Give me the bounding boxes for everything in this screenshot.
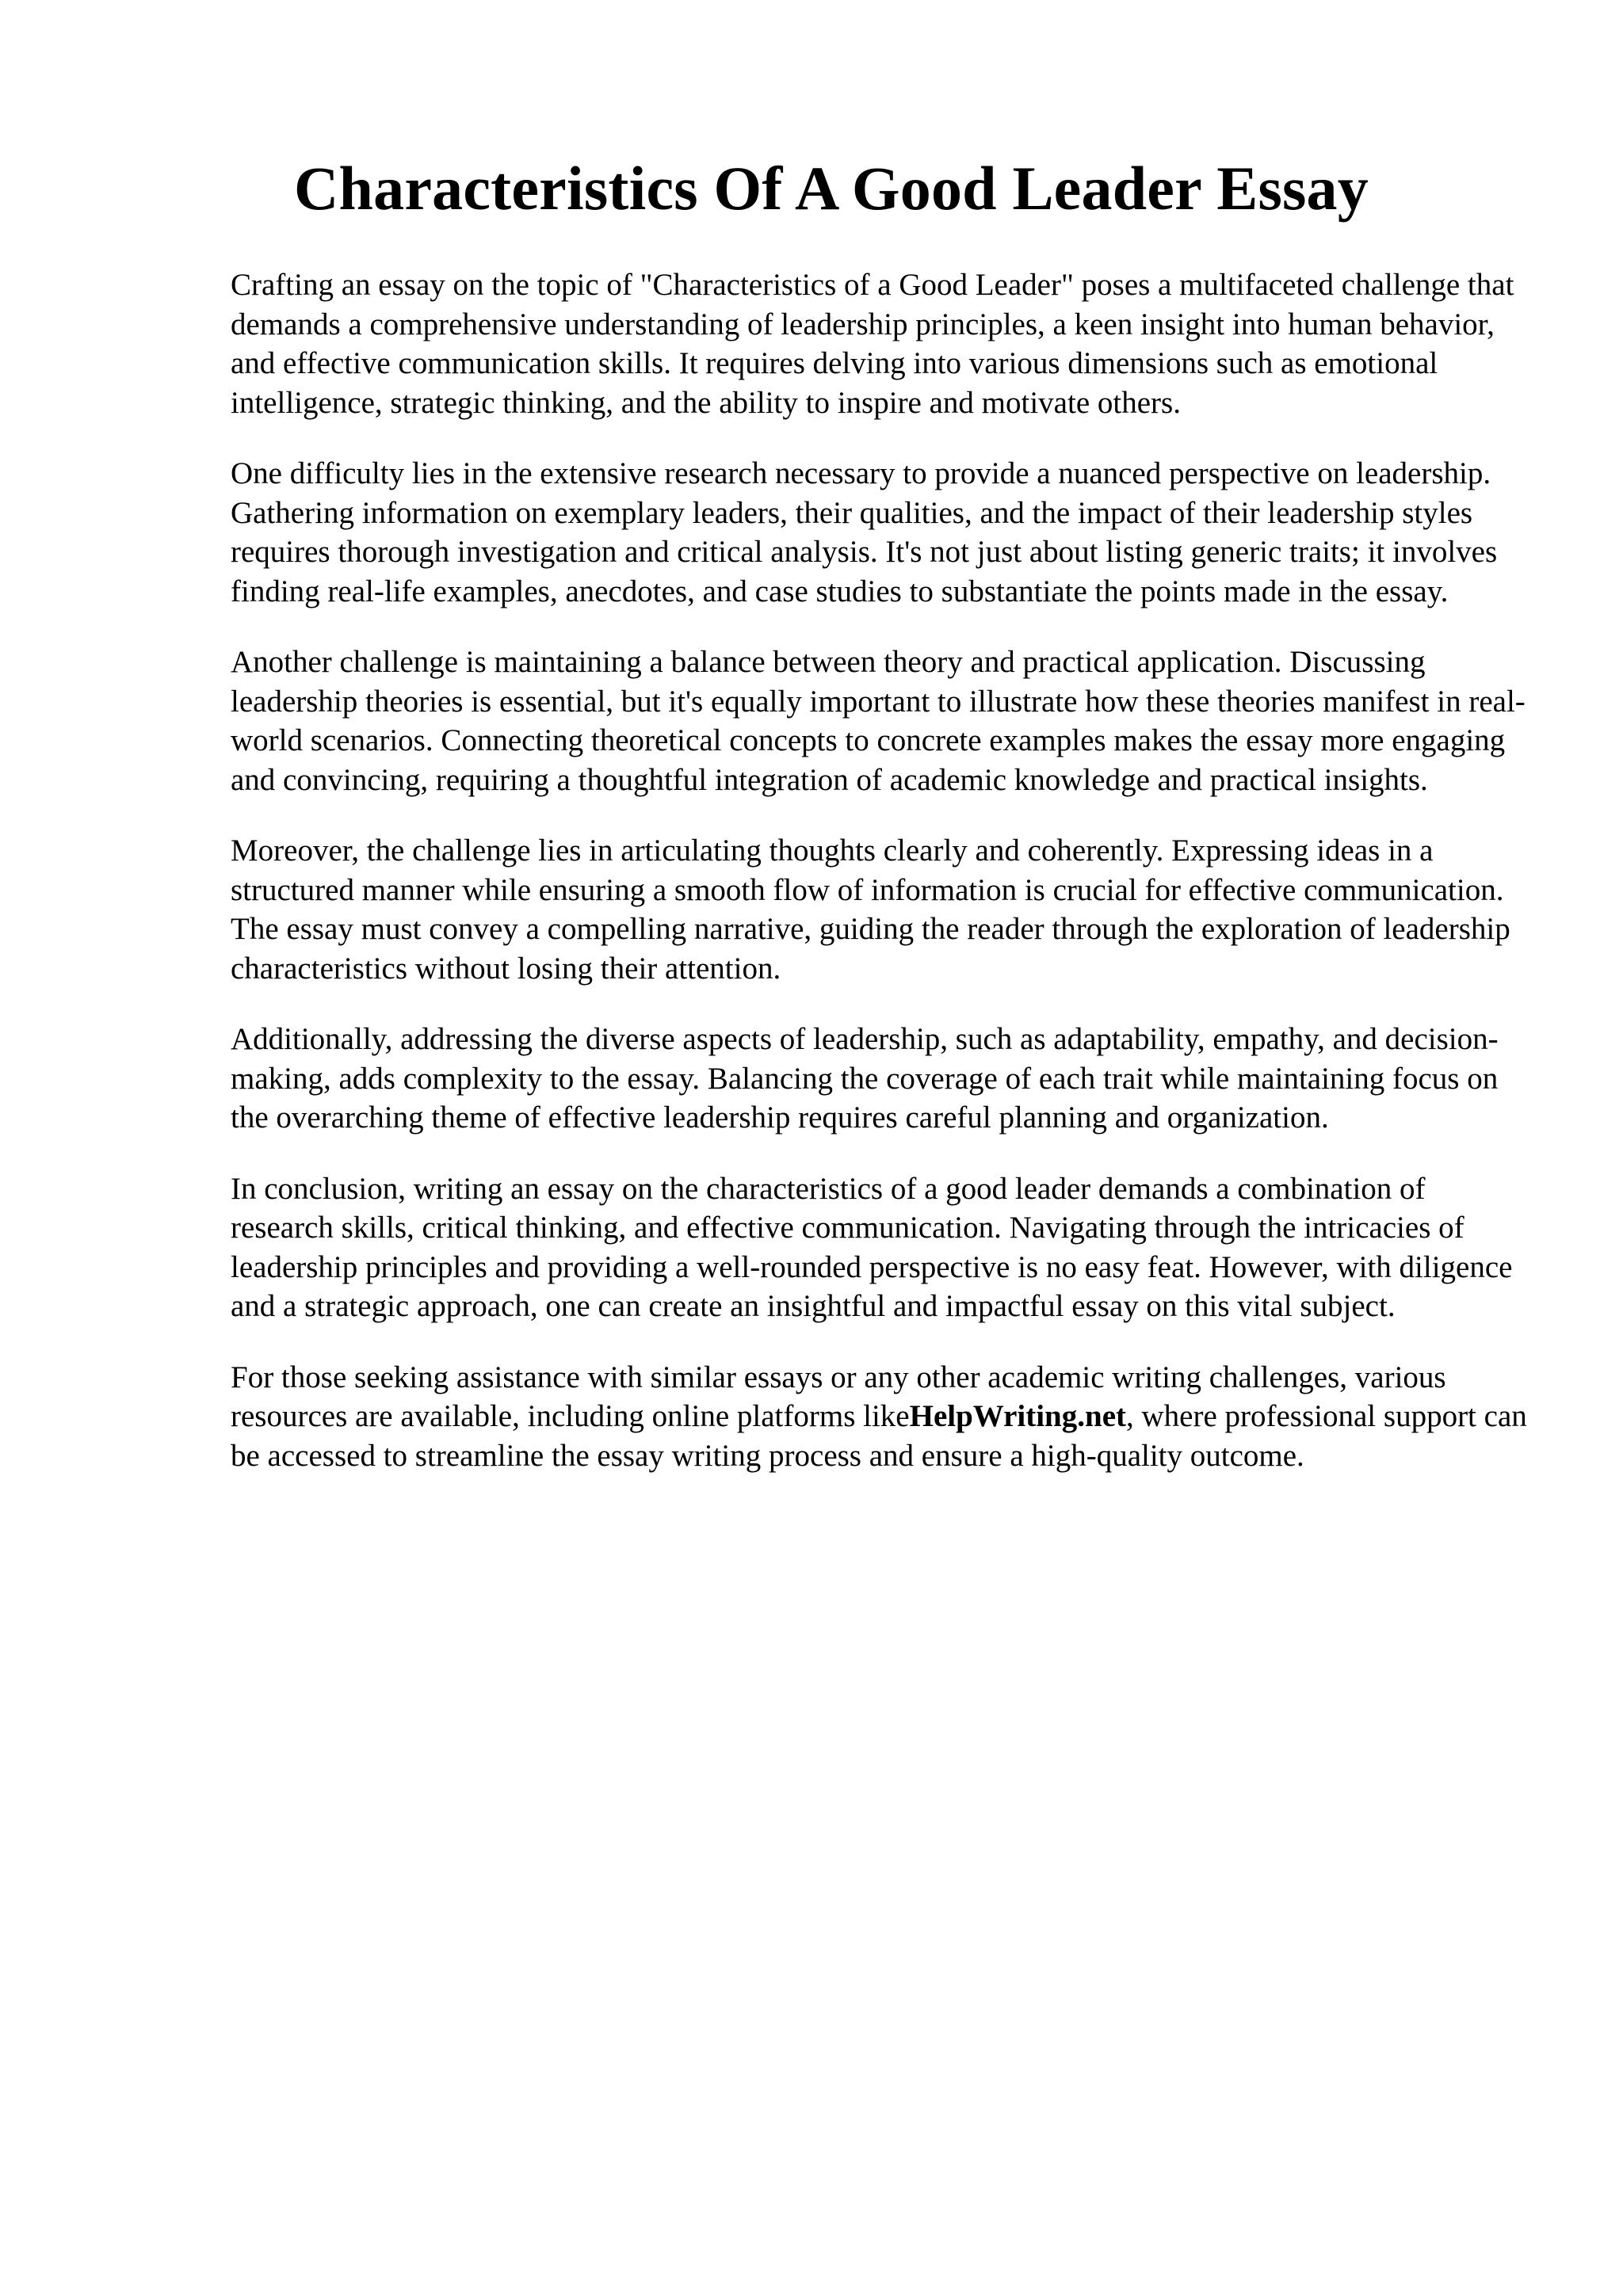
paragraph-articulation: Moreover, the challenge lies in articulating thoughts clearly and coherently. Expressing ideas in a structured manner while ensuring a smooth flow of information is crucial for effective communication. The essay must convey a compelling narrative, guiding the reader through the exploration of leadership characteristics without losing their attention. bbox=[231, 833, 1510, 986]
paragraph-intro: Crafting an essay on the topic of "Characteristics of a Good Leader" poses a multifaceted challenge that demands a comprehensive understanding of leadership principles, a keen insight into human behavior, and effective communication skills. It requires delving into various dimensions such as emotional intelligence, strategic thinking, and the ability to inspire and motivate others. bbox=[231, 268, 1514, 420]
helpwriting-link[interactable]: HelpWriting.net bbox=[909, 1399, 1126, 1433]
paragraph-conclusion: In conclusion, writing an essay on the characteristics of a good leader demands a combination of research skills, critical thinking, and effective communication. Navigating through the intricacies of leadership principles and providing a well-rounded perspective is no easy feat. However, with diligence and a strategic approach, one can create an insightful and impactful essay on this vital subject. bbox=[231, 1171, 1513, 1323]
document-body bbox=[231, 265, 1530, 1507]
paragraph-theory-practice: Another challenge is maintaining a balance between theory and practical application. Discussing leadership theories is essential, but it's equally important to illustrate how these theories manifest in real-world scenarios. Connecting theoretical concepts to concrete examples makes the essay more engaging and convincing, requiring a thoughtful integration of academic knowledge and practical insights. bbox=[231, 645, 1526, 797]
paragraph-aspects: Additionally, addressing the diverse aspects of leadership, such as adaptability, empathy, and decision-making, adds complexity to the essay. Balancing the coverage of each trait while maintaining focus on the overarching theme of effective leadership requires careful planning and organization. bbox=[231, 1022, 1499, 1135]
paragraph-closing bbox=[231, 1358, 1530, 1476]
closing-text-after-link: , where professional support can be accessed to streamline the essay writing process and ensure a high-quality outcome. bbox=[231, 1399, 1527, 1473]
document-title: Characteristics Of A Good Leader Essay bbox=[294, 154, 1369, 223]
paragraph-research: One difficulty lies in the extensive research necessary to provide a nuanced perspective on leadership. Gathering information on exemplary leaders, their qualities, and the impact of their leadership styles requires thorough investigation and critical analysis. It's not just about listing generic traits; it involves finding real-life examples, anecdotes, and case studies to substantiate the points made in the essay. bbox=[231, 456, 1498, 608]
closing-text-before-link: For those seeking assistance with similar essays or any other academic writing challenges, various resources are available, including online platforms like bbox=[231, 1360, 1446, 1433]
